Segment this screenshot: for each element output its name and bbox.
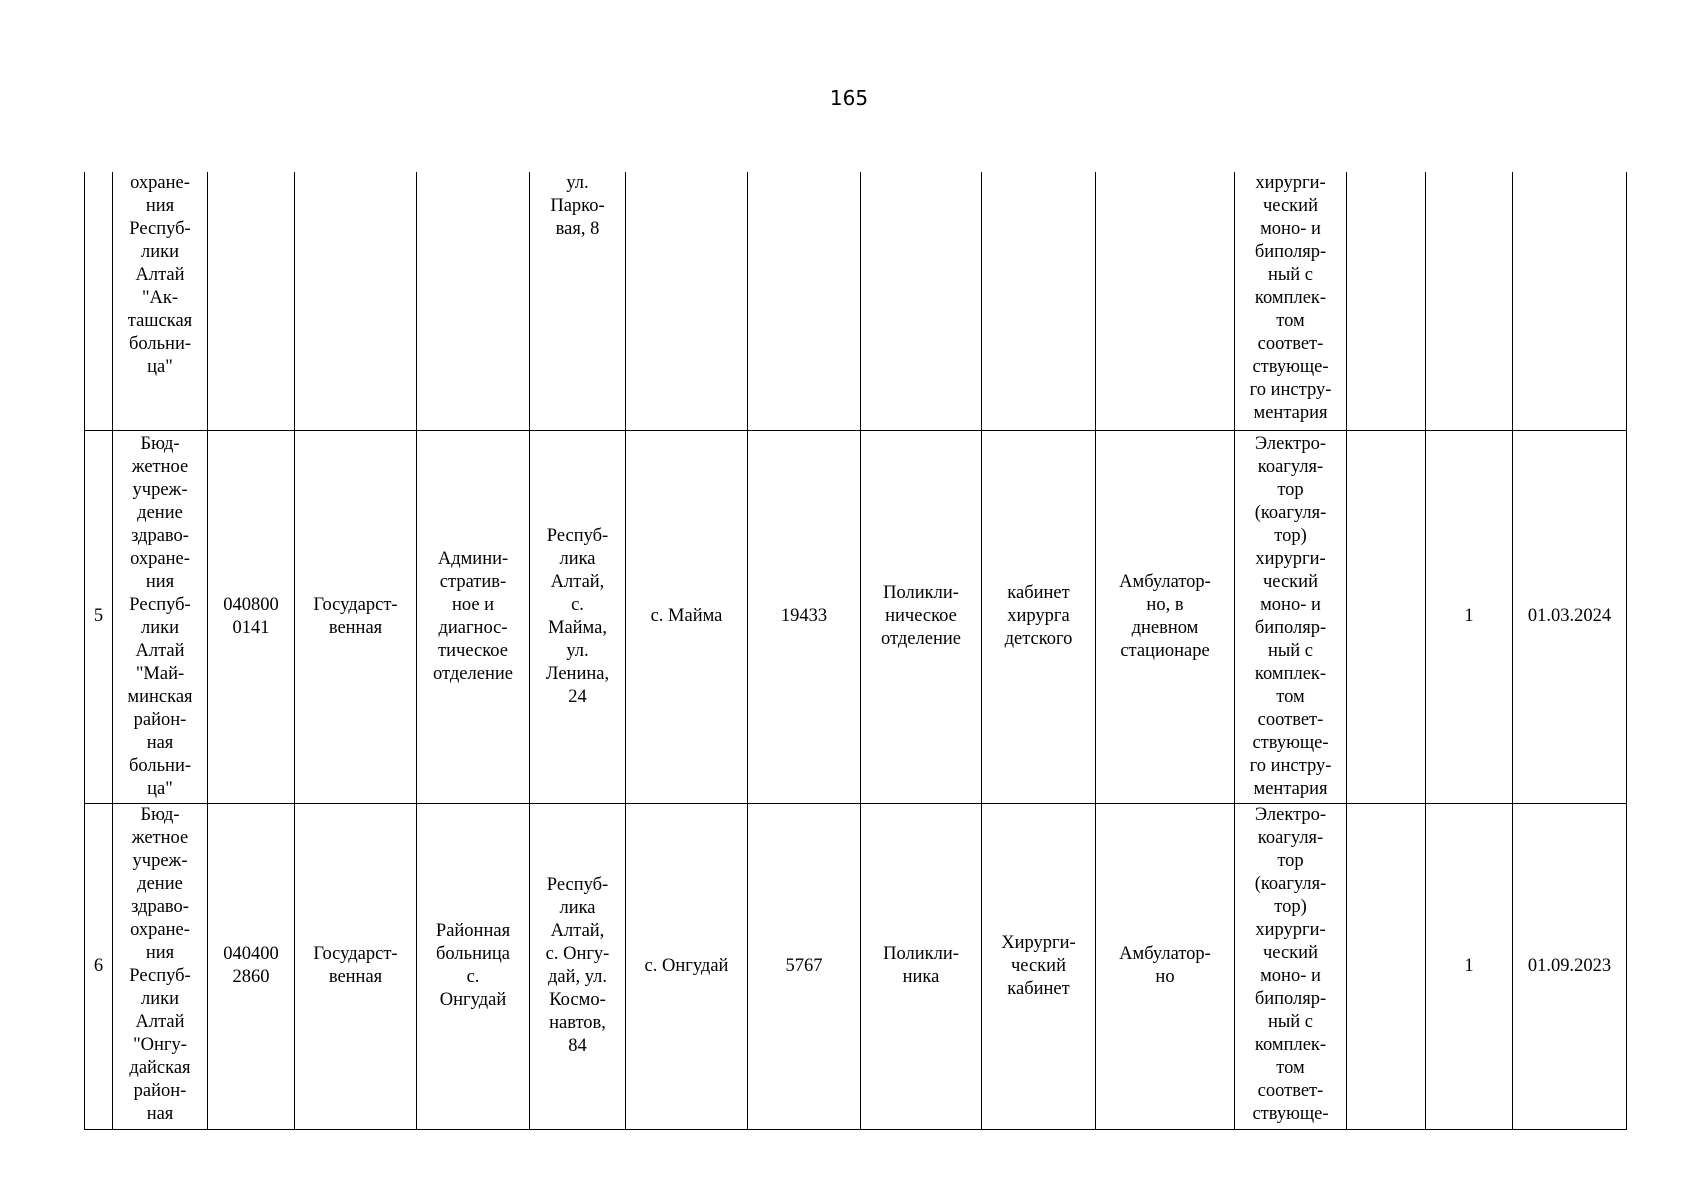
cell-equipment: хирурги- ческий моно- и биполяр- ный с комплек- том соответ- ствующе- го инстру- ментария bbox=[1235, 172, 1347, 430]
cell-room: кабинет хирурга детского bbox=[982, 430, 1096, 803]
cell-unit: Поликли- ническое отделение bbox=[861, 430, 982, 803]
cell-quantity bbox=[1426, 172, 1513, 430]
cell-room bbox=[982, 172, 1096, 430]
cell-care-form: Амбулатор- но bbox=[1096, 803, 1235, 1129]
table-row bbox=[85, 803, 1627, 1129]
cell-division: Админи- стратив- ное и диагнос- тическое отделение bbox=[417, 430, 530, 803]
cell-room: Хирурги- ческий кабинет bbox=[982, 803, 1096, 1129]
cell-division: Районная больница с. Онгудай bbox=[417, 803, 530, 1129]
cell-num bbox=[85, 172, 113, 430]
cell-quantity: 1 bbox=[1426, 803, 1513, 1129]
cell-locality bbox=[626, 172, 748, 430]
cell-ownership: Государст- венная bbox=[295, 430, 417, 803]
cell-care-form bbox=[1096, 172, 1235, 430]
cell-population: 5767 bbox=[748, 803, 861, 1129]
cell-population: 19433 bbox=[748, 430, 861, 803]
table-row bbox=[85, 172, 1627, 430]
cell-population bbox=[748, 172, 861, 430]
cell-num: 6 bbox=[85, 803, 113, 1129]
table-row bbox=[85, 430, 1627, 803]
cell-address: Респуб- лика Алтай, с. Онгу- дай, ул. Космо- навтов, 84 bbox=[530, 803, 626, 1129]
cell-num: 5 bbox=[85, 430, 113, 803]
cell-code: 040400 2860 bbox=[208, 803, 295, 1129]
cell-address: ул. Парко- вая, 8 bbox=[530, 172, 626, 430]
cell-organization: Бюд- жетное учреж- дение здраво- охране- ния Респуб- лики Алтай "Онгу- дайская район- ная bbox=[113, 803, 208, 1129]
cell-address: Респуб- лика Алтай, с. Майма, ул. Ленина, 24 bbox=[530, 430, 626, 803]
cell-date: 01.03.2024 bbox=[1513, 430, 1627, 803]
cell-division bbox=[417, 172, 530, 430]
cell-locality: с. Майма bbox=[626, 430, 748, 803]
cell-extra bbox=[1347, 172, 1426, 430]
cell-quantity: 1 bbox=[1426, 430, 1513, 803]
cell-extra bbox=[1347, 430, 1426, 803]
cell-ownership bbox=[295, 172, 417, 430]
cell-organization: охране- ния Респуб- лики Алтай "Ак- ташская больни- ца" bbox=[113, 172, 208, 430]
cell-equipment: Электро- коагуля- тор (коагуля- тор) хирурги- ческий моно- и биполяр- ный с комплек- том соответ- ствующе- го инстру- ментария bbox=[1235, 430, 1347, 803]
cell-code: 040800 0141 bbox=[208, 430, 295, 803]
cell-unit: Поликли- ника bbox=[861, 803, 982, 1129]
cell-unit bbox=[861, 172, 982, 430]
cell-extra bbox=[1347, 803, 1426, 1129]
equipment-register-table bbox=[84, 172, 1627, 1130]
cell-date: 01.09.2023 bbox=[1513, 803, 1627, 1129]
cell-equipment: Электро- коагуля- тор (коагуля- тор) хирурги- ческий моно- и биполяр- ный с комплек- том соответ- ствующе- bbox=[1235, 803, 1347, 1129]
page-number: 165 bbox=[829, 86, 869, 110]
cell-date bbox=[1513, 172, 1627, 430]
cell-care-form: Амбулатор- но, в дневном стационаре bbox=[1096, 430, 1235, 803]
cell-locality: с. Онгудай bbox=[626, 803, 748, 1129]
cell-organization: Бюд- жетное учреж- дение здраво- охране- ния Респуб- лики Алтай "Май- минская район- ная больни- ца" bbox=[113, 430, 208, 803]
cell-ownership: Государст- венная bbox=[295, 803, 417, 1129]
cell-code bbox=[208, 172, 295, 430]
